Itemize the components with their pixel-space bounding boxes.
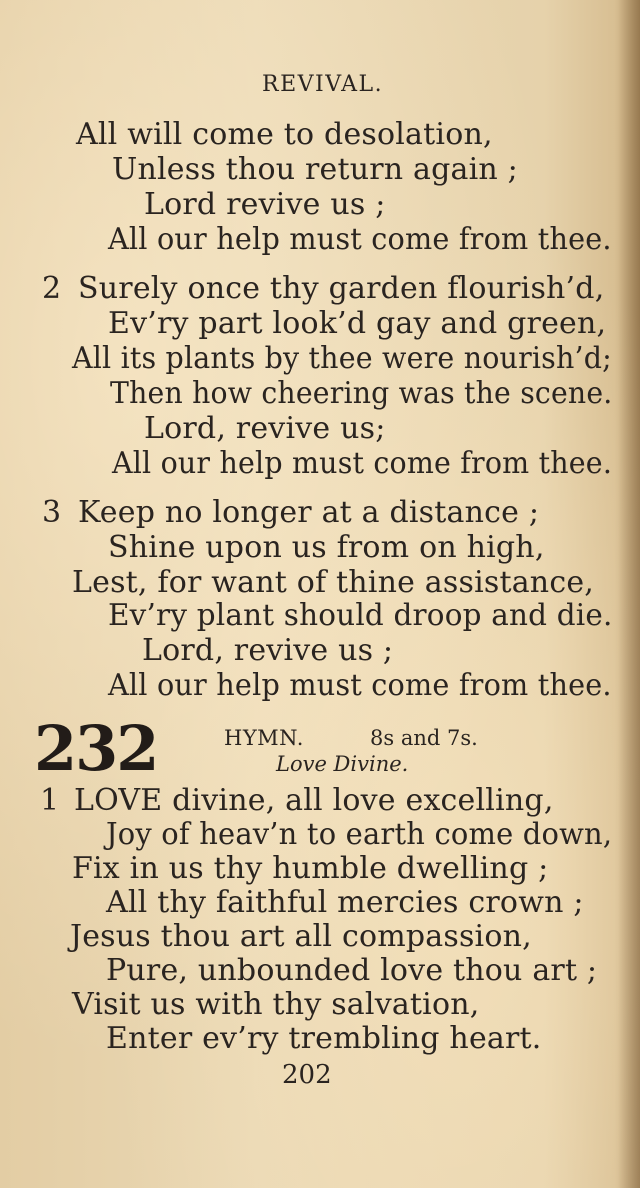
verse-line: Surely once thy garden flourish’d,: [78, 271, 605, 306]
verse-line: Pure, unbounded love thou art ;: [106, 953, 598, 988]
verse-line: All thy faithful mercies crown ;: [106, 885, 584, 920]
verse-line: Enter ev’ry trembling heart.: [106, 1021, 542, 1056]
verse-line: Joy of heav’n to earth come down,: [106, 817, 613, 852]
verse-line: All will come to desolation,: [76, 117, 493, 152]
page-edge-shadow: [618, 0, 640, 1188]
verse-line: Jesus thou art all compassion,: [70, 919, 532, 954]
verse-line: Ev’ry part look’d gay and green,: [108, 306, 607, 341]
verse-line: Then how cheering was the scene.: [110, 376, 613, 411]
verse-line: Lord revive us ;: [144, 187, 386, 222]
verse-line: Visit us with thy salvation,: [72, 987, 480, 1022]
verse-line: Keep no longer at a distance ;: [78, 495, 540, 530]
page-number: 202: [282, 1060, 332, 1090]
stanza-number: 1: [40, 783, 60, 818]
verse-line: All our help must come from thee.: [108, 668, 612, 703]
hymn-number: 232: [34, 712, 158, 785]
verse-line: All our help must come from thee.: [112, 446, 613, 481]
stanza-number: 2: [42, 271, 62, 306]
hymn-label: HYMN.: [224, 726, 304, 750]
verse-line: Lord, revive us;: [144, 411, 386, 446]
verse-line: All our help must come from thee.: [108, 222, 612, 257]
verse-line: Ev’ry plant should droop and die.: [108, 598, 613, 633]
verse-line: Lest, for want of thine assistance,: [72, 565, 595, 600]
verse-line: LOVE divine, all love excelling,: [74, 783, 554, 818]
verse-line: Fix in us thy humble dwelling ;: [72, 851, 549, 886]
verse-line: Lord, revive us ;: [142, 633, 394, 668]
hymn-subtitle: Love Divine.: [276, 752, 409, 776]
running-header: REVIVAL.: [262, 72, 384, 97]
verse-line: Shine upon us from on high,: [108, 530, 545, 565]
verse-line: All its plants by thee were nourish’d;: [72, 341, 612, 376]
stanza-number: 3: [42, 495, 62, 530]
hymn-meter: 8s and 7s.: [370, 726, 478, 750]
verse-line: Unless thou return again ;: [112, 152, 518, 187]
